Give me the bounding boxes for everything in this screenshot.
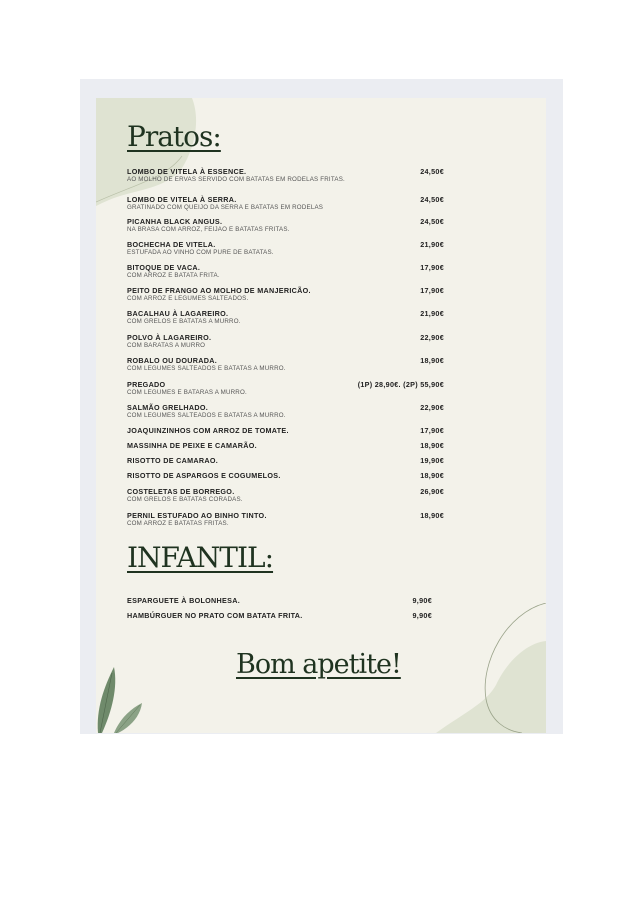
pratos-heading: Pratos: [127, 120, 221, 153]
item-name: RISOTTO DE ASPARGOS E COGUMELOS. [127, 471, 281, 480]
menu-item [127, 309, 444, 326]
menu-item [127, 286, 444, 303]
menu-item [127, 356, 444, 373]
item-price: 18,90€ [420, 471, 444, 480]
item-name: BACALHAU À LAGAREIRO. [127, 309, 229, 318]
item-price: 22,90€ [420, 403, 444, 412]
menu-item [127, 380, 444, 397]
item-name: COSTELETAS DE BORREGO. [127, 487, 235, 496]
item-price: (1P) 28,90€. (2P) 55,90€ [357, 380, 444, 389]
item-name: POLVO À LAGAREIRO. [127, 333, 212, 342]
menu-item [127, 217, 444, 234]
item-name: HAMBÚRGUER NO PRATO COM BATATA FRITA. [127, 611, 303, 620]
menu-item [127, 511, 444, 528]
closing-message: Bom apetite! [236, 649, 401, 680]
item-price: 26,90€ [420, 487, 444, 496]
item-name: BITOQUE DE VACA. [127, 263, 201, 272]
item-description: COM LEGUMES SALTEADOS E BATATAS A MURRO. [127, 365, 286, 372]
menu-item [127, 471, 444, 480]
item-description: COM BARATAS A MURRO [127, 342, 206, 349]
menu-item [127, 426, 444, 435]
item-name: PICANHA BLACK ANGUS. [127, 217, 223, 226]
menu-item [127, 403, 444, 420]
item-price: 18,90€ [420, 441, 444, 450]
item-name: PERNIL ESTUFADO AO BINHO TINTO. [127, 511, 267, 520]
item-price: 21,90€ [420, 309, 444, 318]
item-price: 9,90€ [412, 596, 432, 605]
infantil-heading: INFANTIL: [127, 541, 274, 574]
menu-sheet [96, 98, 546, 733]
menu-item [127, 487, 444, 504]
item-price: 17,90€ [420, 286, 444, 295]
item-price: 19,90€ [420, 456, 444, 465]
item-name: JOAQUINZINHOS COM ARROZ DE TOMATE. [127, 426, 289, 435]
item-price: 21,90€ [420, 240, 444, 249]
item-price: 9,90€ [412, 611, 432, 620]
menu-item [127, 596, 432, 605]
decorative-blob-bottom-right [436, 603, 546, 733]
item-description: AO MOLHO DE ERVAS SERVIDO COM BATATAS EM RODELAS FRITAS. [127, 176, 345, 183]
menu-item [127, 240, 444, 257]
item-price: 18,90€ [420, 356, 444, 365]
item-description: NA BRASA COM ARROZ, FEIJAO E BATATAS FRITAS. [127, 226, 290, 233]
menu-item [127, 441, 444, 450]
item-price: 24,50€ [420, 195, 444, 204]
item-price: 17,90€ [420, 263, 444, 272]
item-description: COM GRELOS E BATATAS CORADAS. [127, 496, 243, 503]
item-description: GRATINADO COM QUEIJO DA SERRA E BATATAS EM RODELAS [127, 204, 324, 211]
menu-item [127, 456, 444, 465]
item-description: ESTUFADA AO VINHO COM PURE DE BATATAS. [127, 249, 274, 256]
item-description: COM GRELOS E BATATAS A MURRO. [127, 318, 241, 325]
menu-item [127, 611, 432, 620]
item-name: ROBALO OU DOURADA. [127, 356, 218, 365]
item-name: RISOTTO DE CAMARAO. [127, 456, 219, 465]
menu-item [127, 195, 444, 212]
item-price: 24,50€ [420, 217, 444, 226]
menu-item [127, 167, 444, 184]
item-name: LOMBO DE VITELA À ESSENCE. [127, 167, 247, 176]
item-name: PREGADO [127, 380, 166, 389]
item-name: MASSINHA DE PEIXE E CAMARÃO. [127, 441, 257, 450]
item-price: 17,90€ [420, 426, 444, 435]
leaf-decoration [96, 663, 146, 733]
item-description: COM ARROZ E BATATAS FRITAS. [127, 520, 229, 527]
item-name: BOCHECHA DE VITELA. [127, 240, 216, 249]
item-name: SALMÃO GRELHADO. [127, 403, 209, 412]
item-price: 24,50€ [420, 167, 444, 176]
item-price: 18,90€ [420, 511, 444, 520]
item-name: ESPARGUETE À BOLONHESA. [127, 596, 240, 605]
item-description: COM ARROZ E BATATA FRITA. [127, 272, 220, 279]
item-name: LOMBO DE VITELA À SERRA. [127, 195, 237, 204]
item-name: PEITO DE FRANGO AO MOLHO DE MANJERICÃO. [127, 286, 311, 295]
item-price: 22,90€ [420, 333, 444, 342]
menu-item [127, 333, 444, 350]
menu-item [127, 263, 444, 280]
item-description: COM LEGUMES SALTEADOS E BATATAS A MURRO. [127, 412, 286, 419]
item-description: COM ARROZ E LEGUMES SALTEADOS. [127, 295, 249, 302]
item-description: COM LEGUMES E BATARAS A MURRO. [127, 389, 247, 396]
